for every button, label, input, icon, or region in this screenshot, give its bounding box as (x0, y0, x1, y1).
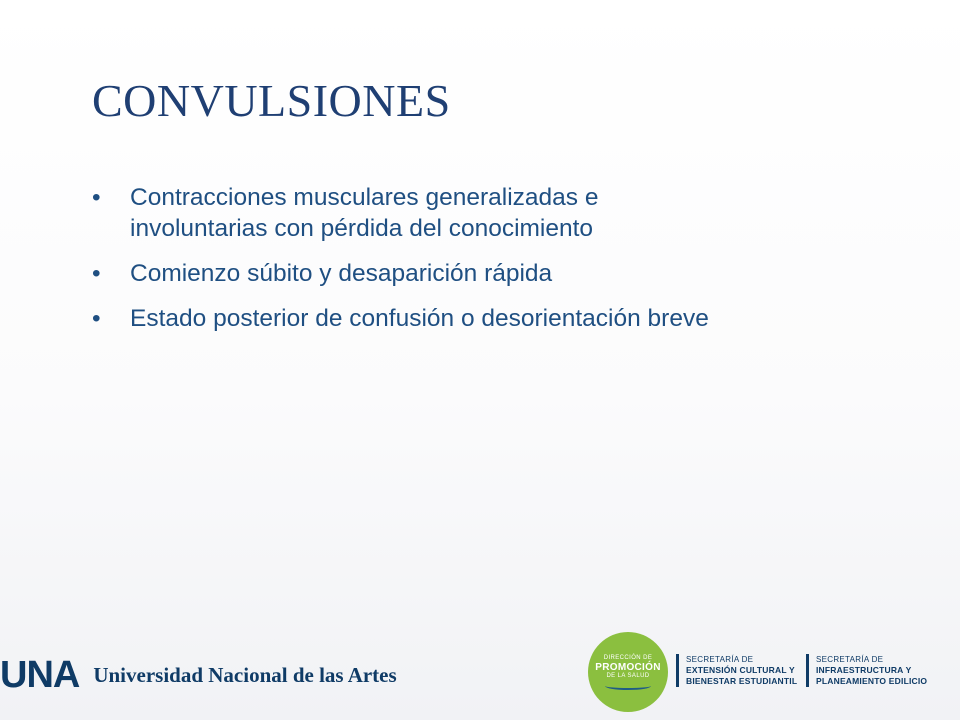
bullet-item (92, 303, 892, 334)
bullet-item (92, 182, 892, 244)
bullet-dot: • (92, 260, 101, 287)
bullet-item (92, 258, 892, 289)
promo-line3: DE LA SALUD (606, 672, 650, 679)
promo-line1: DIRECCIÓN DE (603, 654, 653, 661)
swoosh-icon (605, 682, 651, 690)
bullet-dot: • (92, 184, 101, 211)
una-logo (0, 654, 397, 696)
bullet-text-line1: Contracciones musculares generalizadas e (130, 184, 599, 211)
secretaria-extension-line2: BIENESTAR ESTUDIANTIL (686, 676, 798, 686)
secretaria-extension-line1: EXTENSIÓN CULTURAL Y (686, 665, 795, 675)
bullet-list (92, 182, 892, 348)
slide-title: CONVULSIONES (92, 75, 451, 126)
una-name: Universidad Nacional de las Artes (93, 662, 397, 687)
bullet-dot: • (92, 305, 101, 332)
secretaria-extension-logo (676, 654, 797, 687)
secretaria-extension-top: SECRETARÍA DE (686, 655, 754, 664)
una-mark-icon (0, 654, 80, 696)
bullet-text-line1: Comienzo súbito y desaparición rápida (130, 260, 553, 287)
promo-line2: PROMOCIÓN (595, 661, 661, 673)
bullet-text-line2: involuntarias con pérdida del conocimiento (130, 215, 594, 242)
secretaria-infra-line2: PLANEAMIENTO EDILICIO (816, 676, 928, 686)
bullet-text-line1: Estado posterior de confusión o desorientación breve (130, 305, 709, 332)
una-letters: UNA (0, 654, 80, 696)
secretaria-infra-top: SECRETARÍA DE (816, 655, 884, 664)
secretaria-infraestructura-logo (806, 654, 927, 687)
promocion-salud-badge (588, 632, 668, 712)
secretaria-infra-line1: INFRAESTRUCTURA Y (816, 665, 912, 675)
